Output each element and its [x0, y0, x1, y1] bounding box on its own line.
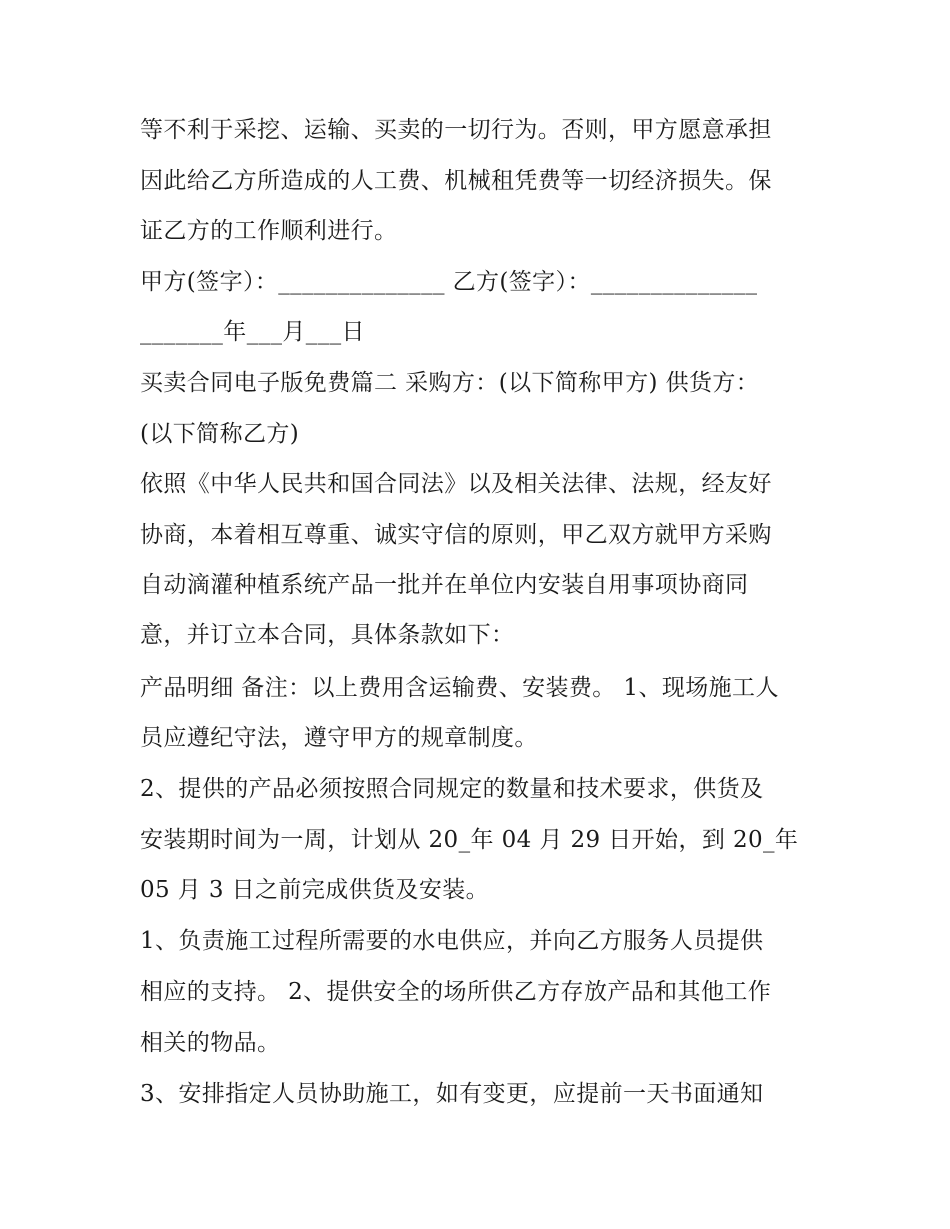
date-line: _______年___月___日 [140, 319, 365, 345]
text-line-13: 员应遵纪守法，遵守甲方的规章制度。 [140, 725, 538, 751]
text-line-19: 相关的物品。 [140, 1030, 281, 1056]
text-line-18: 相应的支持。 2、提供安全的场所供乙方存放产品和其他工作 [140, 979, 772, 1005]
text-line-3: 证乙方的工作顺利进行。 [140, 218, 398, 244]
text-line-1: 等不利于采挖、运输、买卖的一切行为。否则，甲方愿意承担 [140, 117, 772, 143]
text-line-11: 意，并订立本合同，具体条款如下： [140, 622, 515, 648]
text-line-10: 自动滴灌种植系统产品一批并在单位内安装自用事项协商同 [140, 572, 749, 598]
text-line-17: 1、负责施工过程所需要的水电供应，并向乙方服务人员提供 [140, 928, 764, 954]
text-line-7: (以下简称乙方) [140, 421, 300, 447]
section-heading-line: 买卖合同电子版免费篇二 采购方：(以下简称甲方) 供货方： [140, 370, 760, 396]
text-line-16: 05 月 3 日之前完成供货及安装。 [140, 877, 490, 903]
signature-line: 甲方(签字）：______________ 乙方(签字）：______________ [140, 269, 758, 295]
text-line-20: 3、安排指定人员协助施工，如有变更，应提前一天书面通知 [140, 1081, 764, 1107]
text-line-12: 产品明细 备注：以上费用含运输费、安装费。 1、现场施工人 [140, 675, 779, 701]
text-line-2: 因此给乙方所造成的人工费、机械租凭费等一切经济损失。保 [140, 168, 772, 194]
text-line-14: 2、提供的产品必须按照合同规定的数量和技术要求，供货及 [140, 776, 764, 802]
text-line-9: 协商，本着相互尊重、诚实守信的原则，甲乙双方就甲方采购 [140, 522, 772, 548]
text-line-15: 安装期时间为一周，计划从 20_年 04 月 29 日开始，到 20_年 [140, 827, 799, 853]
text-line-8: 依照《中华人民共和国合同法》以及相关法律、法规，经友好 [140, 471, 772, 497]
